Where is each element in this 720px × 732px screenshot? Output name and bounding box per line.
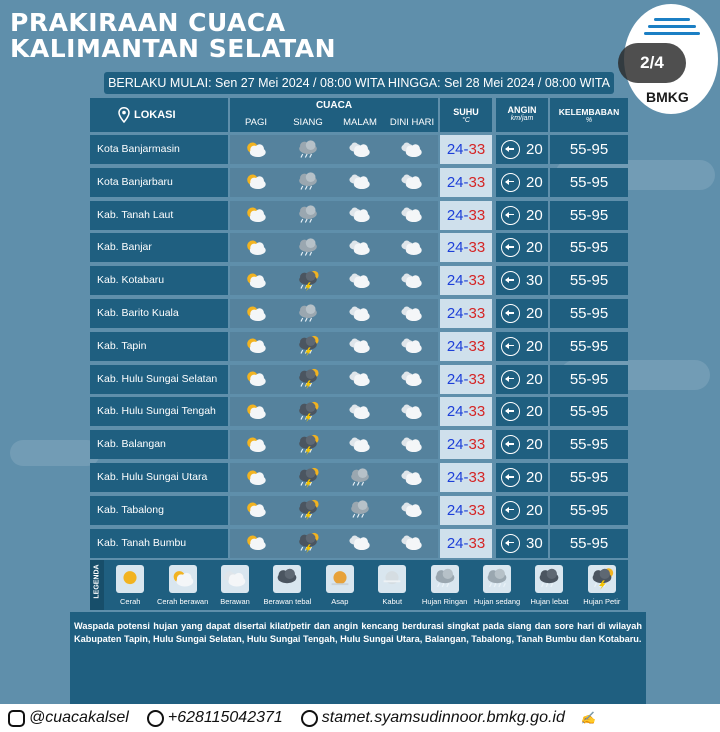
wind-speed: 30 [526, 534, 543, 552]
location-name: Kab. Banjar [90, 233, 228, 262]
wind-speed: 20 [526, 501, 543, 519]
temp-max: 33 [468, 501, 486, 519]
humidity: 55-95 [550, 529, 628, 558]
wind-direction-icon [501, 402, 520, 421]
thick-cloud-icon [273, 567, 301, 591]
humidity: 55-95 [550, 397, 628, 426]
temperature: 24-33 [440, 430, 492, 459]
sun-cloud-icon [241, 401, 271, 423]
header-angin-unit: km/jam [510, 115, 534, 122]
wind-speed: 20 [526, 436, 543, 454]
sun-cloud-icon [241, 270, 271, 292]
temp-max: 33 [468, 403, 486, 421]
instagram-icon [8, 710, 25, 727]
header-suhu-label: SUHU [453, 107, 479, 117]
whatsapp-number[interactable]: +628115042371 [167, 709, 283, 726]
header-kelembaban [550, 98, 628, 132]
thunderstorm-icon [293, 401, 323, 423]
wind-speed: 20 [526, 337, 543, 355]
location-name: Kab. Balangan [90, 430, 228, 459]
cloud-icon [397, 171, 427, 193]
light-rain-icon [293, 204, 323, 226]
light-rain-icon [293, 139, 323, 161]
temp-min: 24 [446, 239, 464, 257]
cloud-icon [397, 139, 427, 161]
cloud-icon [397, 499, 427, 521]
heavy-rain-icon [535, 567, 563, 591]
wind-direction-icon [501, 271, 520, 290]
cloud-icon [345, 532, 375, 554]
header-lokasi [90, 98, 228, 132]
temp-min: 24 [446, 469, 464, 486]
humidity: 55-95 [550, 135, 628, 164]
sun-cloud-icon [241, 532, 271, 554]
table-row [90, 430, 628, 459]
table-row [90, 266, 628, 295]
temperature: 24-33 [440, 529, 492, 558]
temperature: 24-33 [440, 135, 492, 164]
legend-item [523, 560, 575, 610]
temp-min: 24 [446, 141, 464, 158]
cloud-icon [397, 532, 427, 554]
thunderstorm-icon [293, 532, 323, 554]
location-name: Kab. Hulu Sungai Tengah [90, 397, 228, 426]
weather-icons [230, 168, 438, 197]
humidity: 55-95 [550, 233, 628, 262]
cloud-icon [345, 139, 375, 161]
sun-cloud-icon [241, 237, 271, 259]
cloud-icon [345, 270, 375, 292]
cloud-icon [345, 171, 375, 193]
legend-item [104, 560, 156, 610]
location-name: Kab. Hulu Sungai Utara [90, 463, 228, 492]
weather-icons [230, 135, 438, 164]
wind-direction-icon [501, 140, 520, 159]
signature-mark: ✍ [580, 711, 596, 725]
temp-max: 33 [468, 534, 486, 552]
wind [496, 135, 548, 164]
temp-max: 33 [468, 239, 486, 257]
wind-direction-icon [501, 304, 520, 323]
weather-icons [230, 397, 438, 426]
location-name: Kab. Tapin [90, 332, 228, 361]
temperature: 24-33 [440, 463, 492, 492]
legend-item [576, 560, 628, 610]
temp-min: 24 [446, 272, 464, 290]
wind [496, 529, 548, 558]
header-suhu [440, 98, 492, 132]
temp-min: 24 [446, 305, 464, 322]
legend-item-label: Kabut [382, 597, 403, 606]
humidity: 55-95 [550, 168, 628, 197]
period-malam: MALAM [343, 117, 377, 128]
legend-item-label: Asap [331, 597, 349, 606]
legend [90, 560, 628, 610]
thunderstorm-icon [293, 499, 323, 521]
light-rain-icon [345, 467, 375, 489]
wind-direction-icon [501, 468, 520, 487]
temp-min: 24 [446, 206, 464, 224]
legend-item [366, 560, 418, 610]
cloud-icon [345, 204, 375, 226]
warning-note: Waspada potensi hujan yang dapat disertai kilat/petir dan angin kencang berdurasi singkat pada siang dan sore hari di wilayah Kabupaten Tapin, Hulu Sungai Selatan, Hulu Sungai Tengah, Hulu Sungai Utara, Balangan, Tabalong, Tanah Bumbu dan Kotabaru. [70, 612, 646, 704]
wind-speed: 30 [526, 272, 543, 290]
wind-speed: 20 [526, 370, 543, 388]
humidity: 55-95 [550, 365, 628, 394]
weather-icons [230, 266, 438, 295]
table-row [90, 529, 628, 558]
cloud-icon [397, 401, 427, 423]
legend-item-label: Hujan sedang [473, 597, 521, 606]
legend-item [471, 560, 523, 610]
weather-icons [230, 496, 438, 525]
table-row [90, 201, 628, 230]
wind [496, 496, 548, 525]
cloud-icon [397, 303, 427, 325]
cloud-icon [345, 303, 375, 325]
legend-item-label: Hujan Ringan [421, 597, 468, 606]
wind-speed: 20 [526, 239, 543, 257]
temp-max: 33 [468, 305, 486, 322]
light-rain-icon [293, 303, 323, 325]
light-rain-icon [293, 237, 323, 259]
cloud-icon [397, 335, 427, 357]
weather-icons [230, 463, 438, 492]
background-cloud [10, 440, 100, 466]
cloud-icon [397, 368, 427, 390]
weather-icons [230, 299, 438, 328]
wind-speed: 20 [526, 469, 543, 486]
humidity: 55-95 [550, 430, 628, 459]
wind-direction-icon [501, 238, 520, 257]
location-name: Kab. Tabalong [90, 496, 228, 525]
wind-direction-icon [501, 337, 520, 356]
thunderstorm-icon [293, 434, 323, 456]
location-name: Kab. Kotabaru [90, 266, 228, 295]
legend-item-label: Cerah [119, 597, 141, 606]
sun-cloud-icon [241, 204, 271, 226]
sun-cloud-icon [241, 335, 271, 357]
haze-icon [326, 567, 354, 591]
whatsapp-icon [147, 710, 164, 727]
location-name: Kab. Barito Kuala [90, 299, 228, 328]
light-rain-icon [345, 499, 375, 521]
cloud-icon [397, 467, 427, 489]
wind-direction-icon [501, 206, 520, 225]
sun-cloud-icon [169, 567, 197, 591]
sun-cloud-icon [241, 303, 271, 325]
location-name: Kab. Tanah Bumbu [90, 529, 228, 558]
page-indicator[interactable]: 2/4 [618, 43, 686, 83]
cloud-icon [345, 335, 375, 357]
fog-icon [378, 567, 406, 591]
humidity: 55-95 [550, 463, 628, 492]
legend-item [418, 560, 470, 610]
location-name: Kota Banjarmasin [90, 135, 228, 164]
wind-speed: 20 [526, 173, 543, 191]
title-line-2: KALIMANTAN SELATAN [10, 34, 336, 63]
table-row [90, 463, 628, 492]
temperature: 24-33 [440, 496, 492, 525]
wind [496, 201, 548, 230]
temp-min: 24 [446, 337, 464, 355]
legend-item [209, 560, 261, 610]
table-row [90, 135, 628, 164]
location-pin-icon [118, 107, 130, 123]
weather-icons [230, 201, 438, 230]
thunderstorm-icon [588, 567, 616, 591]
humidity: 55-95 [550, 332, 628, 361]
table-row [90, 365, 628, 394]
legend-item [156, 560, 208, 610]
wind [496, 299, 548, 328]
wind-speed: 20 [526, 305, 543, 322]
wind-direction-icon [501, 501, 520, 520]
light-rain-icon [431, 567, 459, 591]
header-kelembaban-unit: % [585, 117, 593, 124]
temperature: 24-33 [440, 397, 492, 426]
temperature: 24-33 [440, 266, 492, 295]
wind [496, 266, 548, 295]
temp-max: 33 [468, 370, 486, 388]
sun-cloud-icon [241, 368, 271, 390]
cloud-icon [345, 434, 375, 456]
temp-max: 33 [468, 469, 486, 486]
weather-icons [230, 233, 438, 262]
sun-cloud-icon [241, 171, 271, 193]
wind-speed: 20 [526, 403, 543, 421]
thunderstorm-icon [293, 368, 323, 390]
temperature: 24-33 [440, 365, 492, 394]
temp-min: 24 [446, 501, 464, 519]
cloud-icon [345, 237, 375, 259]
temp-min: 24 [446, 534, 464, 552]
cloud-icon [397, 270, 427, 292]
wind [496, 233, 548, 262]
cloud-icon [397, 204, 427, 226]
period-dini-hari: DINI HARI [389, 117, 435, 128]
cloud-icon [221, 567, 249, 591]
wind-direction-icon [501, 370, 520, 389]
page-title [10, 10, 336, 62]
temp-max: 33 [468, 206, 486, 224]
location-name: Kab. Tanah Laut [90, 201, 228, 230]
temp-max: 33 [468, 337, 486, 355]
temp-max: 33 [468, 272, 486, 290]
legend-item-label: Hujan Petir [583, 597, 621, 606]
header-suhu-unit: °C [462, 117, 470, 124]
weather-icons [230, 365, 438, 394]
wind-speed: 20 [526, 141, 543, 158]
temp-max: 33 [468, 141, 486, 158]
legend-label: LEGENDA [93, 564, 101, 599]
table-row [90, 168, 628, 197]
table-row [90, 332, 628, 361]
temperature: 24-33 [440, 332, 492, 361]
legend-item-label: Berawan tebal [263, 597, 312, 606]
legend-item [261, 560, 313, 610]
header-cuaca-label: CUACA [315, 100, 353, 111]
temp-min: 24 [446, 403, 464, 421]
temp-min: 24 [446, 370, 464, 388]
cloud-icon [397, 434, 427, 456]
header-kelembaban-label: KELEMBABAN [558, 107, 620, 117]
weather-icons [230, 332, 438, 361]
web-icon [301, 710, 318, 727]
temp-min: 24 [446, 436, 464, 454]
cloud-icon [397, 237, 427, 259]
table-row [90, 397, 628, 426]
period-siang: SIANG [293, 117, 323, 128]
temp-max: 33 [468, 173, 486, 191]
wind-speed: 20 [526, 206, 543, 224]
humidity: 55-95 [550, 201, 628, 230]
moderate-rain-icon [483, 567, 511, 591]
website-link[interactable]: stamet.syamsudinnoor.bmkg.go.id [321, 709, 565, 726]
thunderstorm-icon [293, 270, 323, 292]
title-line-1: PRAKIRAAN CUACA [10, 8, 286, 37]
legend-item [314, 560, 366, 610]
location-name: Kab. Hulu Sungai Selatan [90, 365, 228, 394]
wind-direction-icon [501, 173, 520, 192]
light-rain-icon [293, 171, 323, 193]
wind [496, 365, 548, 394]
cloud-icon [345, 368, 375, 390]
sun-icon [116, 567, 144, 591]
footer [0, 704, 720, 732]
humidity: 55-95 [550, 496, 628, 525]
wind-direction-icon [501, 435, 520, 454]
table-row [90, 299, 628, 328]
table-row [90, 233, 628, 262]
legend-item-label: Hujan lebat [530, 597, 569, 606]
logo-text: BMKG [646, 89, 689, 105]
header-angin-label: ANGIN [507, 105, 537, 115]
header-cuaca [230, 98, 438, 132]
weather-icons [230, 529, 438, 558]
location-name: Kota Banjarbaru [90, 168, 228, 197]
period-pagi: PAGI [245, 117, 267, 128]
wind [496, 168, 548, 197]
temp-max: 33 [468, 436, 486, 454]
humidity: 55-95 [550, 299, 628, 328]
temperature: 24-33 [440, 168, 492, 197]
wind [496, 397, 548, 426]
table-row [90, 496, 628, 525]
wind-direction-icon [501, 534, 520, 553]
header-angin [496, 98, 548, 132]
thunderstorm-icon [293, 467, 323, 489]
humidity: 55-95 [550, 266, 628, 295]
temperature: 24-33 [440, 233, 492, 262]
temp-min: 24 [446, 173, 464, 191]
wind [496, 430, 548, 459]
sun-cloud-icon [241, 434, 271, 456]
cloud-icon [345, 401, 375, 423]
wind [496, 332, 548, 361]
temperature: 24-33 [440, 201, 492, 230]
weather-icons [230, 430, 438, 459]
thunderstorm-icon [293, 335, 323, 357]
legend-item-label: Cerah berawan [156, 597, 209, 606]
sun-cloud-icon [241, 499, 271, 521]
header-lokasi-label: LOKASI [134, 109, 176, 121]
instagram-handle[interactable]: @cuacakalsel [29, 709, 129, 726]
wind [496, 463, 548, 492]
sun-cloud-icon [241, 467, 271, 489]
sun-cloud-icon [241, 139, 271, 161]
legend-item-label: Berawan [220, 597, 250, 606]
validity-banner: BERLAKU MULAI: Sen 27 Mei 2024 / 08:00 WITA HINGGA: Sel 28 Mei 2024 / 08:00 WITA [104, 72, 614, 94]
temperature: 24-33 [440, 299, 492, 328]
